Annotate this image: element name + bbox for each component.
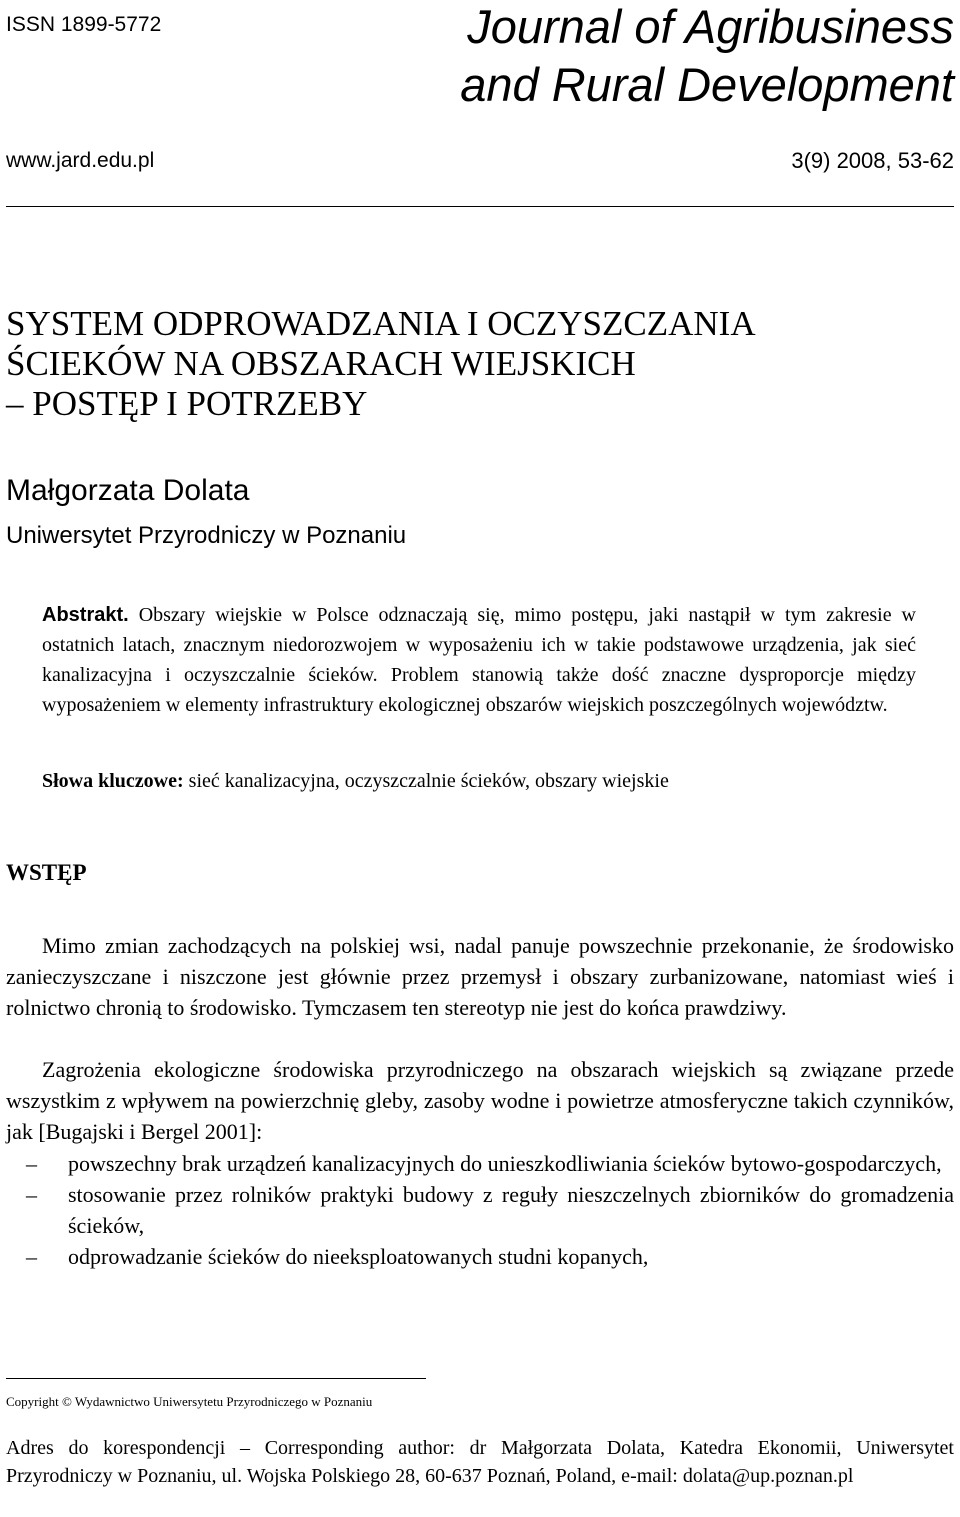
list-item xyxy=(6,1148,954,1179)
keywords-label: Słowa kluczowe: xyxy=(42,770,184,792)
threats-list xyxy=(6,1148,954,1272)
abstract-text: Obszary wiejskie w Polsce odznaczają się, mimo postępu, jaki nastąpił w tym zakresie w ostatnich latach, znacznym niedorozwojem w wyposażeniu ich w takie podstawowe urządzenia, jak sieć kanalizacyjna i oczyszczalnie ścieków. Problem stanowią także dość znaczne dysproporcje między wyposażeniem w elementy infrastruktury ekologicznej obszarów wiejskich poszczególnych województw. xyxy=(42,604,917,716)
issn-label: ISSN 1899-5772 xyxy=(6,13,162,36)
body-paragraph: Mimo zmian zachodzących na polskiej wsi, nadal panuje powszechnie przekonanie, że środowisko zanieczyszczane i niszczone jest głównie przez przemysł i obszary zurbanizowane, natomiast wieś i rolnictwo chronią to środowisko. Tymczasem ten stereotyp nie jest do końca prawdziwy. xyxy=(6,933,954,1020)
title-line: – POSTĘP I POTRZEBY xyxy=(6,384,368,423)
dash-bullet-icon: – xyxy=(26,1151,37,1176)
dash-bullet-icon: – xyxy=(26,1244,37,1269)
keywords-text: sieć kanalizacyjna, oczyszczalnie ścieków, obszary wiejskie xyxy=(188,770,669,792)
author-name: Małgorzata Dolata xyxy=(6,474,250,507)
correspondence-address: Adres do korespondencji – Corresponding author: dr Małgorzata Dolata, Katedra Ekonomii, Uniwersytet Przyrodniczy w Poznaniu, ul. Wojska Polskiego 28, 60-637 Poznań, Poland, e-mail: dolata@up.poznan.pl xyxy=(6,1437,954,1487)
abstract xyxy=(42,600,916,720)
dash-bullet-icon: – xyxy=(26,1182,37,1207)
list-item xyxy=(6,1241,954,1272)
list-item-text: stosowanie przez rolników praktyki budowy z reguły nieszczelnych zbiorników do gromadzenia ścieków, xyxy=(68,1182,954,1238)
copyright-notice: Copyright © Wydawnictwo Uniwersytetu Przyrodniczego w Poznaniu xyxy=(6,1394,373,1409)
header-divider xyxy=(6,206,954,207)
issue-pages-label: 3(9) 2008, 53-62 xyxy=(791,148,954,173)
journal-title-line1: Journal of Agribusiness xyxy=(467,0,954,53)
article-title xyxy=(6,304,946,424)
abstract-label: Abstrakt. xyxy=(42,604,129,626)
journal-title xyxy=(460,0,954,114)
author-affiliation: Uniwersytet Przyrodniczy w Poznaniu xyxy=(6,522,407,549)
title-line: ŚCIEKÓW NA OBSZARACH WIEJSKICH xyxy=(6,344,636,383)
list-item-text: powszechny brak urządzeń kanalizacyjnych do unieszkodliwiania ścieków bytowo-gospodarczych, xyxy=(68,1151,942,1176)
title-line: SYSTEM ODPROWADZANIA I OCZYSZCZANIA xyxy=(6,304,756,343)
keywords xyxy=(42,766,922,796)
section-heading: WSTĘP xyxy=(6,860,87,885)
list-item xyxy=(6,1179,954,1241)
list-item-text: odprowadzanie ścieków do nieeksploatowanych studni kopanych, xyxy=(68,1244,649,1269)
journal-title-line2: and Rural Development xyxy=(460,58,954,111)
journal-website-link[interactable]: www.jard.edu.pl xyxy=(6,149,155,172)
footnote-divider xyxy=(6,1378,426,1379)
body-paragraph: Zagrożenia ekologiczne środowiska przyrodniczego na obszarach wiejskich są związane przede wszystkim z wpływem na powierzchnię gleby, zasoby wodne i powietrze atmosferyczne takich czynników, jak [Bugajski i Bergel 2001]: xyxy=(6,1057,954,1144)
